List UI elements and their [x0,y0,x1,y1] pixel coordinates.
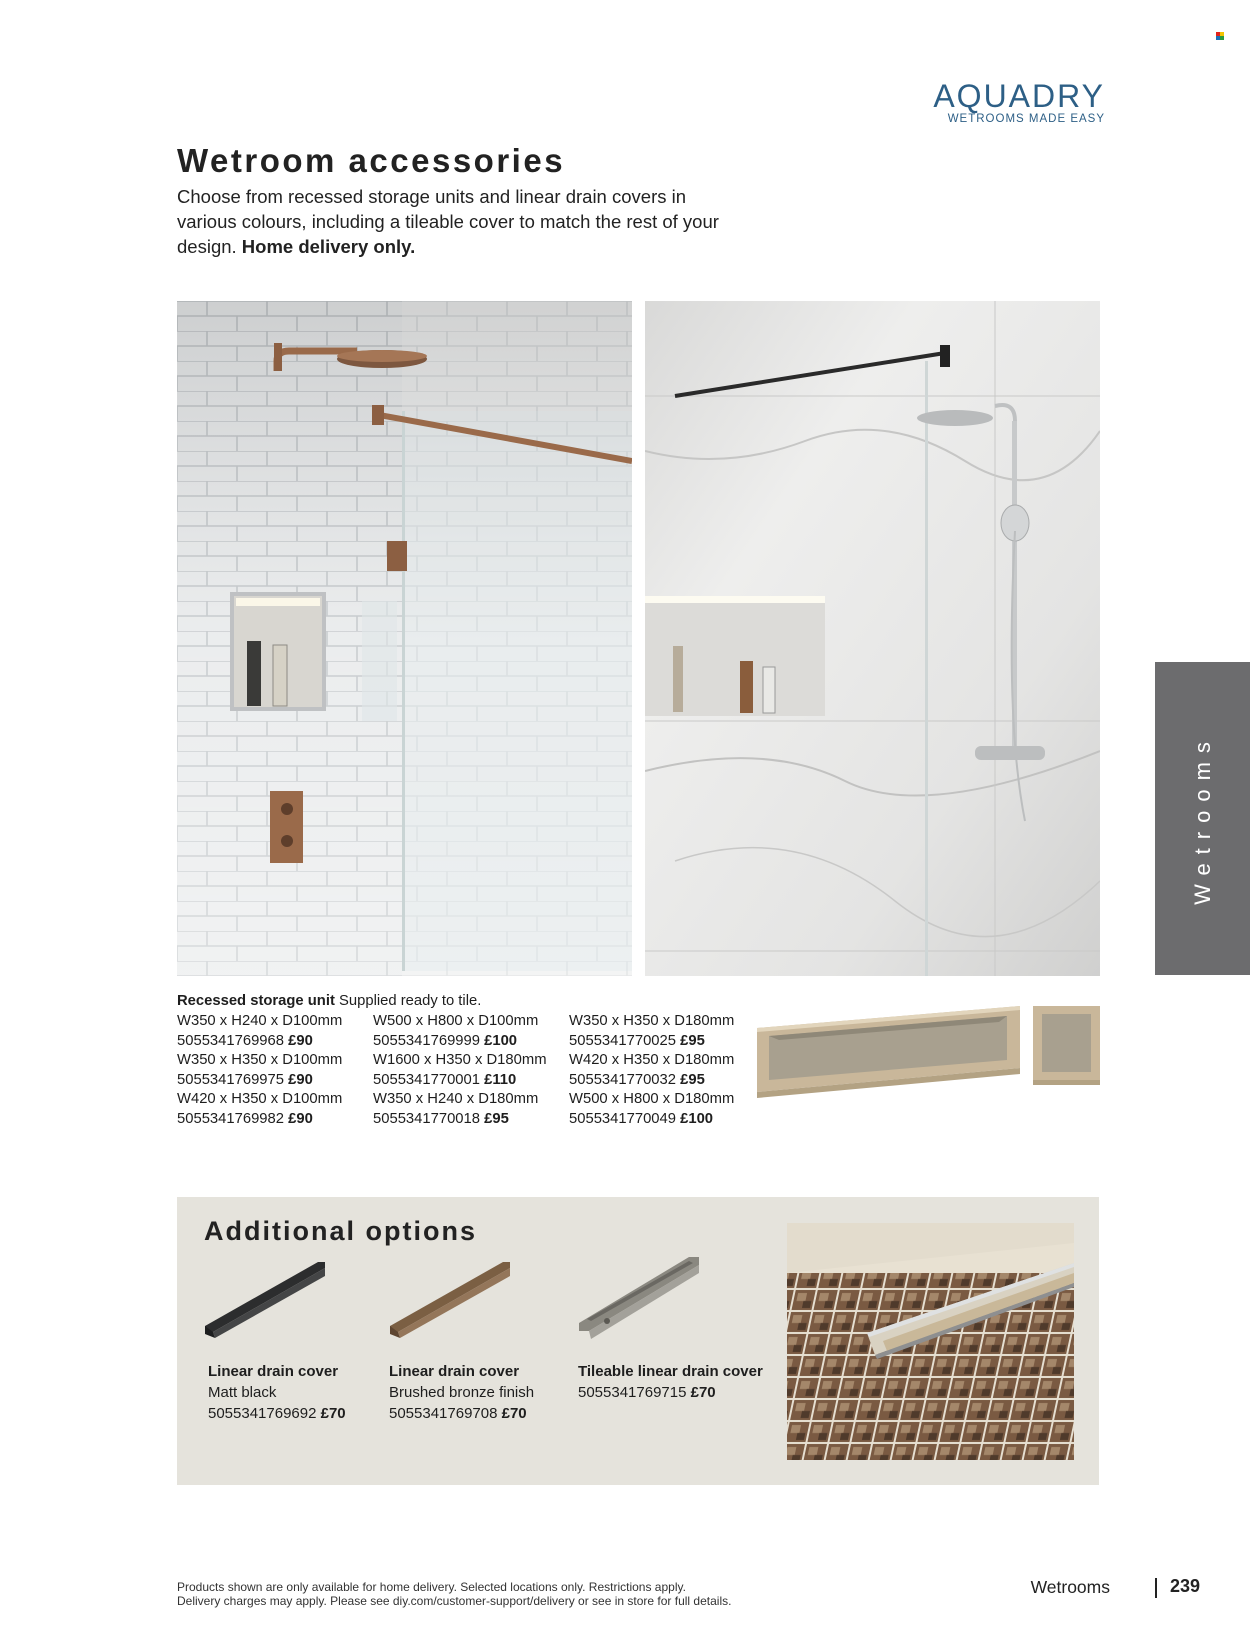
option-price: £70 [320,1405,346,1422]
shower-photo-marble [645,301,1100,976]
storage-item-price: £100 [680,1110,714,1127]
storage-item [373,1012,573,1051]
storage-item-code: 5055341770049 [569,1110,676,1127]
storage-item-size: W350 x H240 x D180mm [373,1091,539,1107]
storage-column-1 [177,1012,377,1129]
storage-item [373,1090,573,1129]
drain-cover-bronze-illustration [388,1260,513,1340]
storage-item-price: £90 [288,1071,313,1088]
storage-item-code: 5055341769968 [177,1032,284,1049]
page-title: Wetroom accessories [177,142,566,179]
option-price: £70 [501,1405,527,1422]
footer-section-name: Wetrooms [1030,1577,1110,1597]
storage-item-code: 5055341769999 [373,1032,480,1049]
option-title: Tileable linear drain cover [578,1363,763,1380]
drain-cover-tileable-illustration [577,1255,702,1340]
shower-photo-bronze [177,301,632,976]
side-tab-label: Wetrooms [1189,732,1215,905]
mosaic-drain-photo [787,1223,1074,1460]
mosaic-drain-illustration [787,1223,1074,1460]
storage-unit-image [755,1000,1100,1105]
intro-text: Choose from recessed storage units and linear drain covers in various colours, including a tileable cover to match the rest of your design. [177,186,719,257]
footer-disclaimer [177,1580,877,1608]
storage-item [177,1051,377,1090]
storage-item [177,1012,377,1051]
storage-item-code-price [177,1110,377,1130]
storage-item-price: £100 [484,1032,518,1049]
additional-options-title: Additional options [204,1216,477,1246]
shower-marble-illustration [645,301,1100,976]
storage-item-size: W500 x H800 x D180mm [569,1091,735,1107]
storage-item [373,1051,573,1090]
option-subtitle: Matt black [208,1384,277,1401]
option-code: 5055341769708 [389,1405,498,1422]
storage-item-code: 5055341769975 [177,1071,284,1088]
option-code: 5055341769692 [208,1405,317,1422]
option-item-bronze [389,1361,574,1424]
storage-item-code: 5055341770032 [569,1071,676,1088]
drain-cover-black-image [203,1260,328,1340]
footer-disclaimer-line-1: Products shown are only available for home delivery. Selected locations only. Restrictions apply. [177,1580,686,1594]
storage-unit-illustration [755,1000,1100,1105]
storage-item [569,1051,769,1090]
page-number: 239 [1170,1576,1201,1596]
drain-cover-tileable-image [577,1255,702,1340]
section-side-tab [1155,662,1250,975]
storage-item-code: 5055341770025 [569,1032,676,1049]
option-title: Linear drain cover [208,1363,339,1380]
intro-paragraph [177,184,737,259]
shower-bronze-illustration [177,301,632,976]
storage-item-code-price [569,1110,769,1130]
storage-item [569,1090,769,1129]
storage-heading-note: Supplied ready to tile. [339,993,482,1009]
option-code-price [389,1403,574,1424]
drain-cover-black-illustration [203,1260,328,1340]
storage-item-code-price [373,1110,573,1130]
storage-item-size: W350 x H350 x D180mm [569,1013,735,1029]
storage-item-price: £110 [484,1071,517,1088]
storage-item [177,1090,377,1129]
storage-item-size: W420 x H350 x D100mm [177,1091,343,1107]
storage-item-size: W500 x H800 x D100mm [373,1013,539,1029]
storage-item-code-price [569,1071,769,1091]
storage-item-size: W350 x H350 x D100mm [177,1052,343,1068]
storage-item-code-price [373,1032,573,1052]
option-item-tileable [578,1361,778,1403]
storage-column-2 [373,1012,573,1129]
option-price: £70 [690,1384,716,1401]
storage-heading [177,992,737,1012]
storage-heading-title: Recessed storage unit [177,993,335,1009]
option-title: Linear drain cover [389,1363,520,1380]
storage-item-price: £95 [484,1110,509,1127]
option-code-price [208,1403,383,1424]
print-color-mark [1216,32,1225,40]
storage-item-size: W420 x H350 x D180mm [569,1052,735,1068]
storage-item-code: 5055341770001 [373,1071,480,1088]
storage-column-3 [569,1012,769,1129]
storage-item-code: 5055341770018 [373,1110,480,1127]
storage-item-price: £90 [288,1032,313,1049]
storage-item [569,1012,769,1051]
storage-item-code-price [177,1071,377,1091]
storage-item-size: W350 x H240 x D100mm [177,1013,343,1029]
option-code-price [578,1382,778,1403]
intro-bold-text: Home delivery only. [241,236,416,257]
footer-disclaimer-line-2: Delivery charges may apply. Please see diy.com/customer-support/delivery or see in store for full details. [177,1594,732,1608]
footer-divider [1155,1578,1157,1598]
option-code: 5055341769715 [578,1384,687,1401]
storage-item-size: W1600 x H350 x D180mm [373,1052,547,1068]
storage-item-code-price [569,1032,769,1052]
option-subtitle: Brushed bronze finish [389,1384,535,1401]
storage-item-price: £95 [680,1032,705,1049]
drain-cover-bronze-image [388,1260,513,1340]
option-item-black [208,1361,383,1424]
storage-item-price: £95 [680,1071,705,1088]
brand-logo-name: AQUADRY [933,78,1105,114]
brand-tagline: WETROOMS MADE EASY [947,113,1105,125]
storage-item-code: 5055341769982 [177,1110,284,1127]
storage-item-price: £90 [288,1110,313,1127]
storage-item-code-price [373,1071,573,1091]
storage-item-code-price [177,1032,377,1052]
